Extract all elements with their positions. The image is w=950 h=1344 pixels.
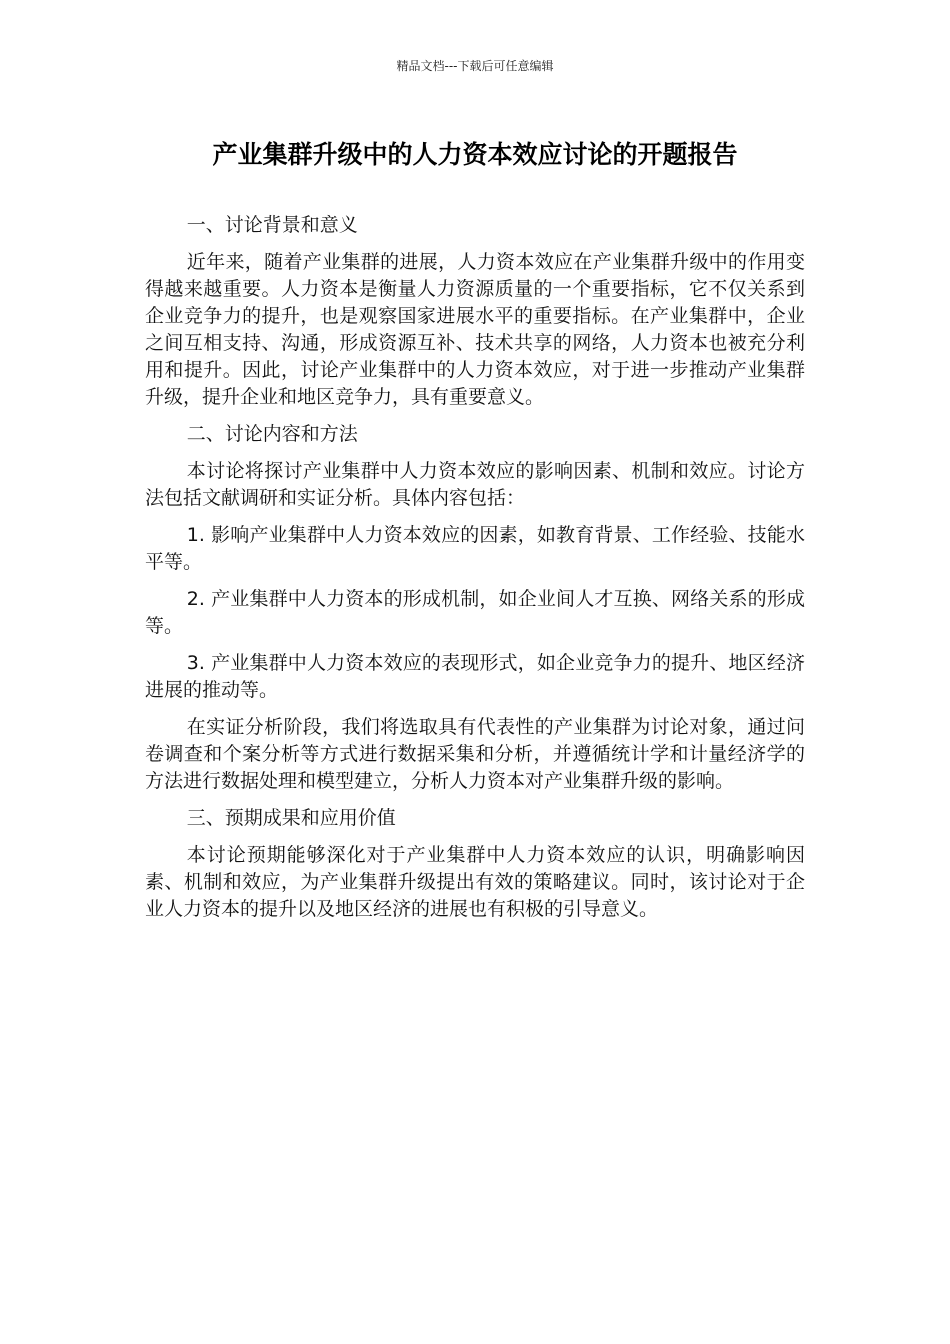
paragraph-expected-results: 本讨论预期能够深化对于产业集群中人力资本效应的认识，明确影响因素、机制和效应，为产业集群升级提出有效的策略建议。同时，该讨论对于企业人力资本的提升以及地区经济的进展也有积极的引导意义。 <box>145 844 805 920</box>
section-heading-content-method: 二、讨论内容和方法 <box>186 423 358 445</box>
paragraph-content-intro: 本讨论将探讨产业集群中人力资本效应的影响因素、机制和效应。讨论方法包括文献调研和实证分析。具体内容包括： <box>145 460 805 509</box>
document-title: 产业集群升级中的人力资本效应讨论的开题报告 <box>212 140 738 169</box>
list-item-mechanism: 2. 产业集群中人力资本的形成机制，如企业间人才互换、网络关系的形成等。 <box>145 588 805 637</box>
paragraph-background: 近年来，随着产业集群的进展，人力资本效应在产业集群升级中的作用变得越来越重要。人力资本是衡量人力资源质量的一个重要指标，它不仅关系到企业竞争力的提升，也是观察国家进展水平的重要指标。在产业集群中，企业之间互相支持、沟通，形成资源互补、技术共享的网络，人力资本也被充分利用和提升。因此，讨论产业集群中的人力资本效应，对于进一步推动产业集群升级，提升企业和地区竞争力，具有重要意义。 <box>145 251 805 408</box>
header-note: 精品文档---下载后可任意编辑 <box>396 59 554 73</box>
list-item-factors: 1. 影响产业集群中人力资本效应的因素，如教育背景、工作经验、技能水平等。 <box>145 524 805 573</box>
paragraph-empirical-analysis: 在实证分析阶段，我们将选取具有代表性的产业集群为讨论对象，通过问卷调查和个案分析等方式进行数据采集和分析，并遵循统计学和计量经济学的方法进行数据处理和模型建立，分析人力资本对产业集群升级的影响。 <box>145 716 805 792</box>
document-body <box>145 212 805 933</box>
section-heading-background: 一、讨论背景和意义 <box>186 214 358 236</box>
list-item-effects: 3. 产业集群中人力资本效应的表现形式，如企业竞争力的提升、地区经济进展的推动等。 <box>145 652 805 701</box>
section-heading-expected-results: 三、预期成果和应用价值 <box>186 807 396 829</box>
